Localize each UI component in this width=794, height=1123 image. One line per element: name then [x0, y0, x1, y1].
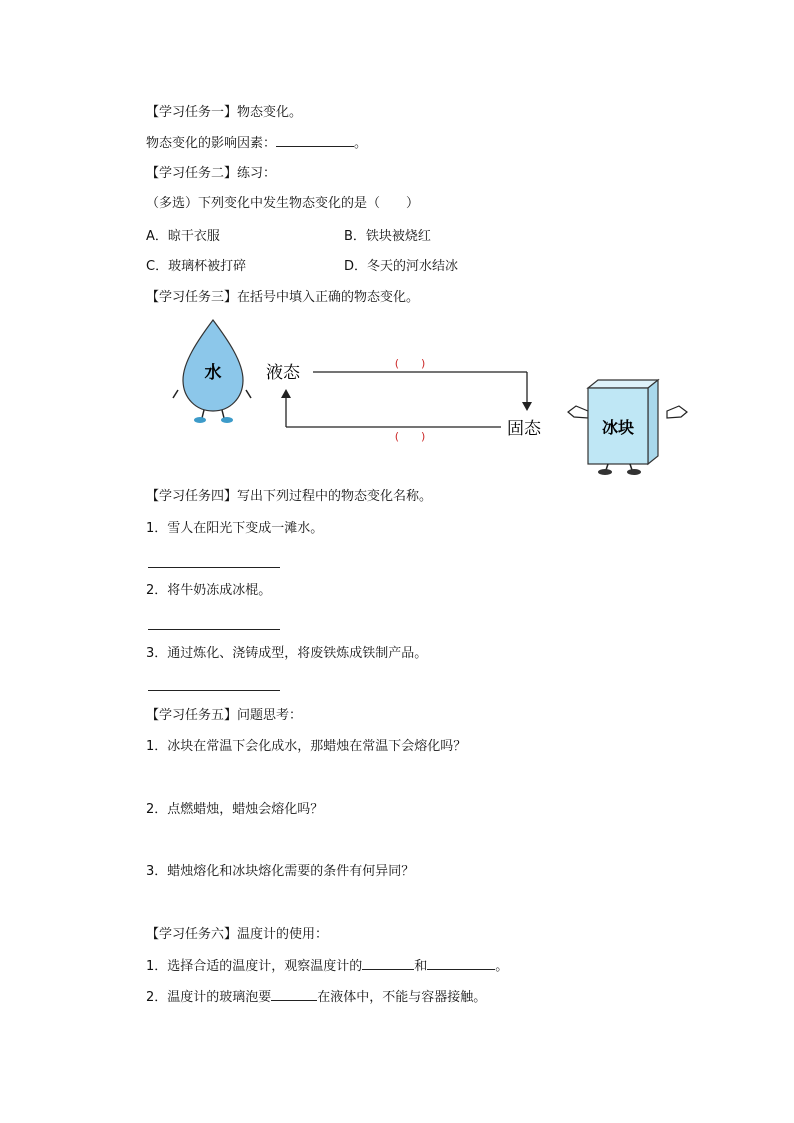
thermometer-blank-3[interactable]: [271, 988, 317, 1001]
task4-answer-2[interactable]: [148, 629, 280, 630]
option-a[interactable]: A．晾干衣服: [146, 229, 220, 244]
liquid-label: 液态: [266, 363, 300, 383]
task4-answer-3[interactable]: [148, 690, 280, 691]
arrow-down-icon: [522, 402, 532, 411]
task3-heading: 【学习任务三】在括号中填入正确的物态变化。: [146, 290, 420, 305]
thermometer-blank-1[interactable]: [362, 957, 414, 970]
task1-factor-suffix: 。: [354, 136, 368, 151]
task1-factor-line: [146, 134, 367, 153]
task4-heading: 【学习任务四】写出下列过程中的物态变化名称。: [146, 489, 433, 504]
task6-item1-prefix: 1．选择合适的温度计，观察温度计的: [146, 959, 363, 974]
option-b[interactable]: B．铁块被烧红: [344, 229, 431, 244]
task4-item-2: 2．将牛奶冻成冰棍。: [146, 583, 272, 598]
task5-item-2: 2．点燃蜡烛，蜡烛会熔化吗？: [146, 802, 324, 817]
task1-factor-prefix: 物态变化的影响因素：: [146, 136, 277, 151]
task5-item-3: 3．蜡烛熔化和冰块熔化需要的条件有何异同？: [146, 864, 415, 879]
option-d[interactable]: D．冬天的河水结冰: [344, 259, 459, 274]
water-drop-label: 水: [204, 363, 222, 383]
task5-item-1: 1．冰块在常温下会化成水，那蜡烛在常温下会熔化吗？: [146, 739, 467, 754]
thermometer-blank-2[interactable]: [427, 957, 495, 970]
task6-item-2: [146, 988, 486, 1007]
option-c[interactable]: C．玻璃杯被打碎: [146, 259, 247, 274]
ice-cube-label: 冰块: [601, 418, 635, 437]
task4-answer-1[interactable]: [148, 567, 280, 568]
factor-blank[interactable]: [276, 134, 354, 147]
task1-heading: 【学习任务一】物态变化。: [146, 105, 303, 120]
task6-heading: 【学习任务六】温度计的使用：: [146, 927, 329, 942]
task6-item2-suffix: 在液体中，不能与容器接触。: [317, 990, 487, 1005]
task4-item-3: 3．通过炼化、浇铸成型，将废铁炼成铁制产品。: [146, 646, 428, 661]
task6-item2-prefix: 2．温度计的玻璃泡要: [146, 990, 272, 1005]
solid-label: 固态: [507, 419, 541, 439]
task2-heading: 【学习任务二】练习：: [146, 166, 277, 181]
state-change-diagram: [170, 318, 690, 483]
task6-item1-suffix: 。: [495, 959, 509, 974]
task6-item-1: [146, 957, 508, 976]
bottom-paren-blank[interactable]: ( ): [394, 430, 426, 443]
task6-item1-mid: 和: [414, 959, 428, 974]
task4-item-1: 1．雪人在阳光下变成一滩水。: [146, 521, 324, 536]
arrow-up-icon: [281, 389, 291, 398]
task5-heading: 【学习任务五】问题思考：: [146, 708, 303, 723]
top-paren-blank[interactable]: ( ): [394, 357, 426, 370]
task2-question: （多选）下列变化中发生物态变化的是（ ）: [146, 196, 420, 211]
